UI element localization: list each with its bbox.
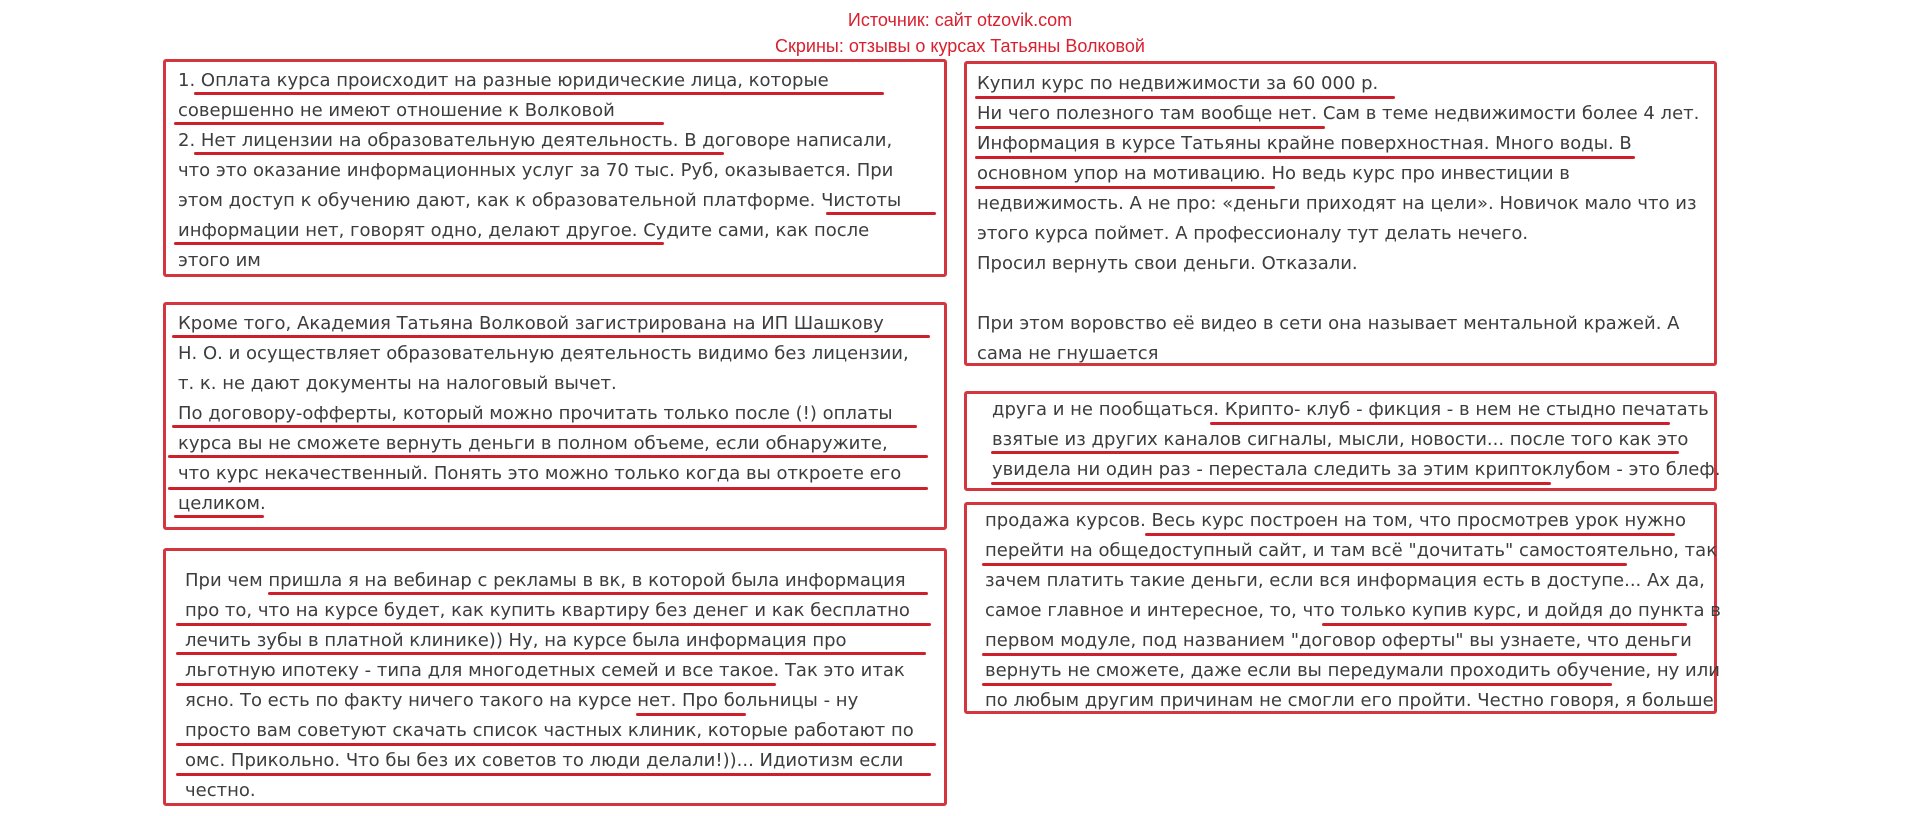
review-line: продажа курсов. Весь курс построен на том, что просмотрев урок нужно — [985, 510, 1686, 531]
review-line: вернуть не сможете, даже если вы передумали проходить обучение, ну или — [985, 660, 1720, 681]
review-line: При этом воровство её видео в сети она называет ментальной кражей. А — [977, 313, 1680, 334]
highlight-underline — [975, 186, 1275, 189]
review-text — [185, 566, 914, 806]
review-line: ясно. То есть по факту ничего такого на курсе нет. Про больницы - ну — [185, 690, 859, 711]
review-line: лечить зубы в платной клинике)) Ну, на курсе была информация про — [185, 630, 847, 651]
highlight-underline — [975, 96, 1395, 99]
review-card-right-1 — [964, 61, 1717, 366]
review-line: 1. Оплата курса происходит на разные юридические лица, которые — [178, 70, 829, 91]
review-card-left-1 — [163, 59, 947, 277]
highlight-underline — [172, 425, 917, 428]
review-line: Ни чего полезного там вообще нет. Сам в теме недвижимости более 4 лет. — [977, 103, 1700, 124]
highlight-underline — [194, 152, 724, 155]
review-line: целиком. — [178, 493, 266, 514]
review-line: совершенно не имеют отношение к Волковой — [178, 100, 615, 121]
review-line: основном упор на мотивацию. Но ведь курс про инвестиции в — [977, 163, 1570, 184]
highlight-underline — [176, 683, 776, 686]
review-line: просто вам советуют скачать список частных клиник, которые работают по — [185, 720, 914, 741]
review-line: что курс некачественный. Понять это можно только когда вы откроете его — [178, 463, 902, 484]
highlight-underline — [1322, 623, 1687, 626]
review-text — [992, 395, 1720, 485]
review-line: зачем платить такие деньги, если вся информация есть в доступе... Ах да, — [985, 570, 1705, 591]
review-card-right-2 — [964, 391, 1721, 491]
review-line: Н. О. и осуществляет образовательную деятельность видимо без лицензии, — [178, 343, 909, 364]
review-line: информации нет, говорят одно, делают другое. Судите сами, как после — [178, 220, 870, 241]
review-line: курса вы не сможете вернуть деньги в полном объеме, если обнаружите, — [178, 433, 888, 454]
review-line: этом доступ к обучению дают, как к образовательной платформе. Чистоты — [178, 190, 902, 211]
review-line: первом модуле, под названием "договор оферты" вы узнаете, что деньги — [985, 630, 1692, 651]
review-card-right-3 — [964, 502, 1721, 714]
highlight-underline — [826, 212, 936, 215]
highlight-underline — [174, 242, 664, 245]
highlight-underline — [168, 455, 928, 458]
review-line: перейти на общедоступный сайт, и там всё "дочитать" самостоятельно, так — [985, 540, 1718, 561]
review-line: сама не гнушается — [977, 343, 1159, 364]
review-line: т. к. не дают документы на налоговый вычет. — [178, 373, 617, 394]
review-text — [977, 69, 1699, 369]
review-line: По договору-офферты, который можно прочитать только после (!) оплаты — [178, 403, 893, 424]
review-line: что это оказание информационных услуг за 70 тыс. Руб, оказывается. При — [178, 160, 894, 181]
highlight-underline — [174, 515, 264, 518]
review-card-left-3 — [163, 548, 947, 806]
highlight-underline — [982, 683, 1612, 686]
review-line: При чем пришла я на вебинар с рекламы в вк, в которой была информация — [185, 570, 906, 591]
source-caption: Источник: сайт otzovik.com — [847, 10, 1073, 30]
highlight-underline — [991, 482, 1551, 485]
review-line: Кроме того, Академия Татьяна Волковой загистрирована на ИП Шашкову — [178, 313, 884, 334]
highlight-underline — [1145, 533, 1675, 536]
review-line: 2. Нет лицензии на образовательную деятельность. В договоре написали, — [178, 130, 893, 151]
highlight-underline — [991, 451, 1679, 454]
highlight-underline — [168, 487, 928, 490]
review-line: друга и не пообщаться. Крипто- клуб - фикция - в нем не стыдно печатать — [992, 399, 1709, 420]
review-line: льготную ипотеку - типа для многодетных семей и все такое. Так это итак — [185, 660, 905, 681]
review-line: омс. Прикольно. Что бы без их советов то люди делали!))... Идиотизм если — [185, 750, 904, 771]
review-line: этого курса поймет. А профессионалу тут делать нечего. — [977, 223, 1529, 244]
review-line: самое главное и интересное, то, что только купив курс, и дойдя до пункта в — [985, 600, 1721, 621]
review-line: про то, что на курсе будет, как купить квартиру без денег и как бесплатно — [185, 600, 910, 621]
subtitle-caption: Скрины: отзывы о курсах Татьяны Волковой — [775, 36, 1145, 56]
review-line: этого им — [178, 250, 261, 271]
highlight-underline — [176, 623, 931, 626]
highlight-underline — [268, 592, 928, 595]
review-line: по любым другим причинам не смогли его пройти. Честно говоря, я больше — [985, 690, 1714, 711]
review-line: честно. — [185, 780, 256, 801]
review-line: недвижимость. А не про: «деньги приходят на цели». Новичок мало что из — [977, 193, 1697, 214]
review-line: Купил курс по недвижимости за 60 000 р. — [977, 73, 1379, 94]
review-line: увидела ни один раз - перестала следить за этим криптоклубом - это блеф. — [992, 459, 1721, 480]
highlight-underline — [982, 563, 1627, 566]
highlight-underline — [975, 126, 1325, 129]
review-card-left-2 — [163, 302, 947, 530]
review-line: Информация в курсе Татьяны крайне поверхностная. Много воды. В — [977, 133, 1632, 154]
highlight-underline — [172, 335, 930, 338]
highlight-underline — [176, 743, 936, 746]
highlight-underline — [194, 92, 884, 95]
highlight-underline — [176, 773, 931, 776]
highlight-underline — [975, 156, 1635, 159]
highlight-underline — [636, 713, 746, 716]
highlight-underline — [174, 122, 664, 125]
highlight-underline — [176, 652, 926, 655]
highlight-underline — [1210, 422, 1670, 425]
review-line: Просил вернуть свои деньги. Отказали. — [977, 253, 1358, 274]
highlight-underline — [982, 653, 1677, 656]
review-line: взятые из других каналов сигналы, мысли, новости... после того как это — [992, 429, 1689, 450]
review-line — [977, 279, 1699, 309]
